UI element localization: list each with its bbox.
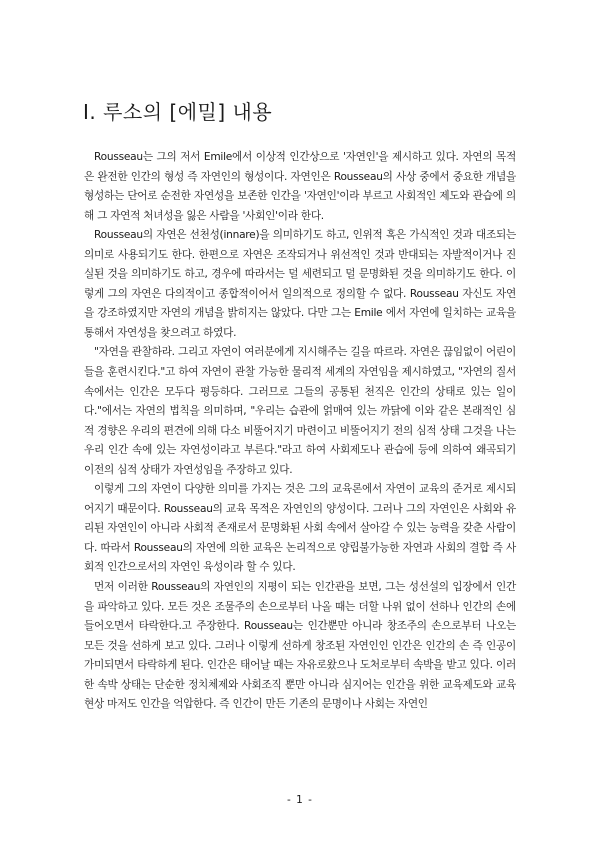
body-text [84,148,516,715]
paragraph: Rousseau는 그의 저서 Emile에서 이상적 인간상으로 '자연인'을 제시하고 있다. 자연의 목적은 완전한 인간의 형성 즉 자연인의 형성이다. 자연인은 Rousseau의 사상 중에서 중요한 개념을 형성하는 단어로 순전한 자연성을 보존한 인간을 '자연인'이라 부르고 사회적인 제도와 관습에 의해 그 자연적 처녀성을 잃은 사람을 '사회인'이라 한다. [84,151,516,222]
paragraph: 먼저 이러한 Rousseau의 자연인의 지평이 되는 인간관을 보면, 그는 성선설의 입장에서 인간을 파악하고 있다. 모든 것은 조물주의 손으로부터 나올 때는 더할 나위 없이 선하나 인간의 손에 들어오면서 타락한다.고 주장한다. Rousseau는 인간뿐만 아니라 창조주의 손으로부터 나오는 모든 것을 선하게 보고 있다. 그러나 이렇게 선하게 창조된 자연인인 인간은 인간의 손 즉 인공이 가미되면서 타락하게 된다. 인간은 태어날 때는 자유로왔으나 도처로부터 속박을 받고 있다. 이러한 속박 상태는 단순한 정치체제와 사회조직 뿐만 아니라 심지어는 인간을 위한 교육제도와 교육현상 마저도 인간을 억압한다. 즉 인간이 만든 기존의 문명이나 사회는 자연인 [84,581,516,711]
page-number: - 1 - [287,794,313,806]
section-heading: I. 루소의 [에밀] 내용 [83,100,273,124]
paragraph: 이렇게 그의 자연이 다양한 의미를 가지는 것은 그의 교육론에서 자연이 교육의 준거로 제시되어지기 때문이다. Rousseau의 교육 목적은 자연인의 양성이다. 그러나 그의 자연인은 사회와 유리된 자연인이 아니라 사회적 존재로서 문명화된 사회 속에서 살아갈 수 있는 능력을 갖춘 사람이다. 따라서 Rousseau의 자연에 의한 교육은 논리적으로 양립불가능한 자연과 사회의 결합 즉 사회적 인간으로서의 자연인 육성이라 할 수 있다. [84,483,516,574]
paragraph: "자연을 관찰하라. 그리고 자연이 여러분에게 지시해주는 길을 따르라. 자연은 끊임없이 어린이들을 훈련시킨다."고 하여 자연이 관찰 가능한 물리적 세계의 자연임을 제시하였고, "자연의 질서 속에서는 인간은 모두다 평등하다. 그러므로 그들의 공통된 천직은 인간의 상태로 있는 일이다."에서는 자연의 법칙을 의미하며, "우리는 습관에 얽매여 있는 까닭에 이와 같은 본래적인 심적 경향은 우리의 편견에 의해 다소 비뚤어지기 마련이고 비뚤어지기 전의 심적 상태 그것을 나는 우리 인간 속에 있는 자연성이라고 부른다."라고 하여 사회제도나 관습에 등에 의하여 왜곡되기 이전의 심적 상태가 자연성임을 주장하고 있다. [84,346,516,476]
paragraph: Rousseau의 자연은 선천성(innare)을 의미하기도 하고, 인위적 혹은 가식적인 것과 대조되는 의미로 사용되기도 한다. 한편으로 자연은 조작되거나 위선적인 것과 반대되는 자발적이거나 진실된 것을 의미하기도 하고, 경우에 따라서는 덜 세련되고 덜 문명화된 것을 의미하기도 한다. 이렇게 그의 자연은 다의적이고 종합적이어서 일의적으로 정의할 수 없다. Rousseau 자신도 자연을 강조하였지만 자연의 개념을 밝히지는 않았다. 다만 그는 Emile 에서 자연에 일치하는 교육을 통해서 자연성을 찾으려고 하였다. [84,229,516,339]
